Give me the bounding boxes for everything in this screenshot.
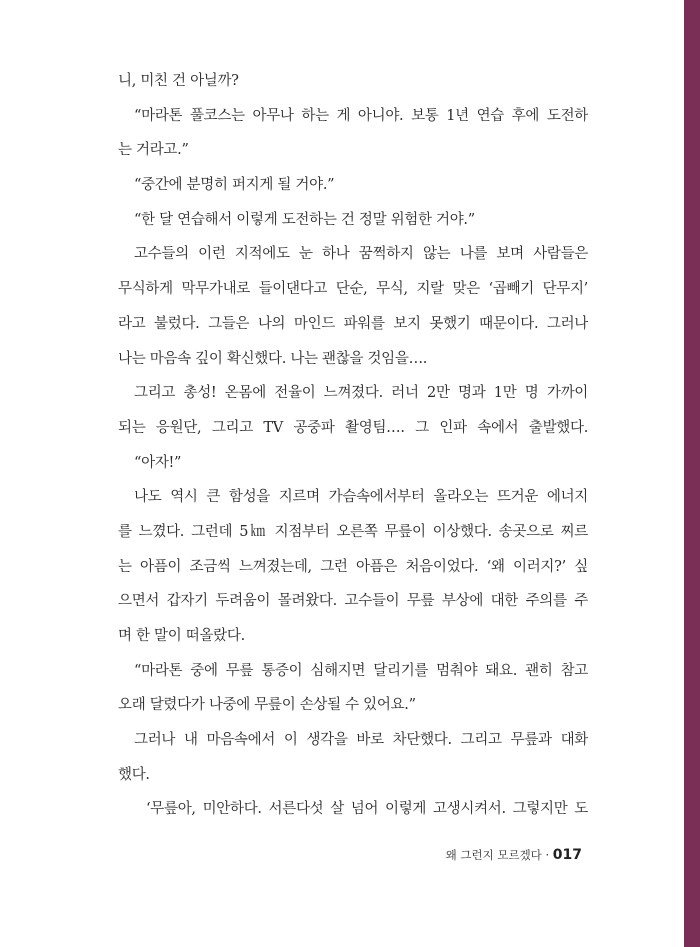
page-footer <box>300 847 582 863</box>
text-line: 으면서 갑자기 두려움이 몰려왔다. 고수들이 무릎 부상에 대한 주의를 주 <box>118 593 588 610</box>
text-line: “한 달 연습해서 이렇게 도전하는 건 정말 위험한 거야.” <box>134 211 475 228</box>
text-line: 고수들의 이런 지적에도 눈 하나 꿈쩍하지 않는 나를 보며 사람들은 <box>134 246 588 263</box>
footer-separator: · <box>545 848 550 862</box>
page-number: 017 <box>552 847 582 863</box>
text-line: “아자!” <box>134 454 182 471</box>
text-line: 그러나 내 마음속에서 이 생각을 바로 차단했다. 그리고 무릎과 대화 <box>134 732 588 749</box>
text-line: 나도 역시 큰 함성을 지르며 가슴속에서부터 올라오는 뜨거운 에너지 <box>134 489 588 506</box>
text-line: 며 한 말이 떠올랐다. <box>118 628 245 644</box>
text-line: 했다. <box>118 766 150 783</box>
text-line: 그리고 총성! 온몸에 전율이 느껴졌다. 러너 2만 명과 1만 명 가까이 <box>134 385 588 402</box>
text-line: ‘무릎아, 미안하다. 서른다섯 살 넘어 이렇게 고생시켜서. 그렇지만 도 <box>146 801 588 818</box>
text-line: 라고 불렀다. 그들은 나의 마인드 파워를 보지 못했기 때문이다. 그러나 <box>118 315 588 332</box>
text-line: 는 거라고.” <box>118 142 189 159</box>
text-line: 되는 응원단, 그리고 TV 공중파 촬영팀…. 그 인파 속에서 출발했다. <box>118 419 588 436</box>
text-line: 니, 미친 건 아닐까? <box>118 73 239 89</box>
text-line: 무식하게 막무가내로 들이댄다고 단순, 무식, 지랄 맞은 ‘곱빼기 단무지’ <box>118 281 588 298</box>
text-line: 를 느꼈다. 그런데 5㎞ 지점부터 오른쪽 무릎이 이상했다. 송곳으로 찌르 <box>118 523 588 540</box>
page-edge-bar <box>684 0 700 947</box>
text-line: 는 아픔이 조금씩 느껴졌는데, 그런 아픔은 처음이었다. ‘왜 이러지?’ 싶 <box>118 558 588 575</box>
text-line: “중간에 분명히 퍼지게 될 거야.” <box>134 177 335 194</box>
body-text <box>118 64 588 827</box>
running-title: 왜 그런지 모르겠다 <box>445 848 542 862</box>
text-line: 오래 달렸다가 나중에 무릎이 손상될 수 있어요.” <box>118 697 416 714</box>
text-line: “마라톤 풀코스는 아무나 하는 게 아니야. 보통 1년 연습 후에 도전하 <box>134 107 588 124</box>
text-line: 나는 마음속 깊이 확신했다. 나는 괜찮을 것임을…. <box>118 350 428 367</box>
text-line: “마라톤 중에 무릎 통증이 심해지면 달리기를 멈춰야 돼요. 괜히 참고 <box>134 662 588 679</box>
